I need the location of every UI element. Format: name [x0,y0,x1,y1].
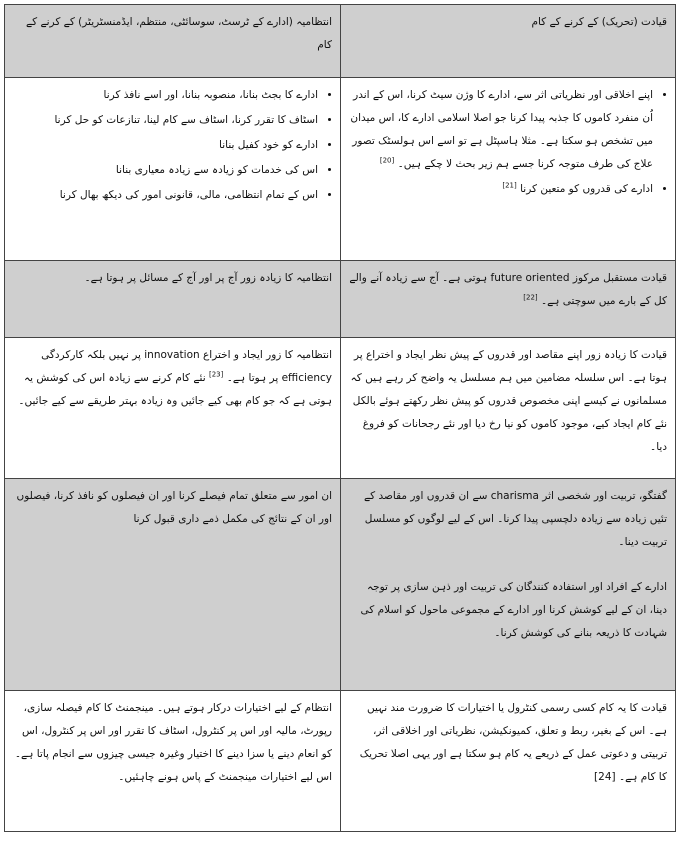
list-item [349,84,653,176]
table-row [5,261,676,338]
footnote-ref[interactable]: [23] [208,370,224,379]
table-row [5,479,676,691]
list-item: • اس کے تمام انتظامی، مالی، قانونی امور کی دیکھ بھال کرنا [13,184,318,207]
list-item: • ادارے کا بجٹ بنانا، منصوبہ بنانا، اور اسے نافذ کرنا [13,84,318,107]
leadership-paragraph: ادارے کے افراد اور استفادہ کنندگان کی تربیت اور ذہن سازی پر توجہ دینا، ان کے لیے کوشش کرنا اور ادارے کے مجموعی ماحول کو اسلام کی شہادت کا ذریعہ بنانے کی کوشش کرنا۔ [360,581,667,639]
table-row [5,78,676,261]
row2-leadership-cell [341,261,676,338]
list-item: • ادارے کو خود کفیل بنانا [13,134,318,157]
footnote-ref[interactable]: [21] [502,181,517,190]
row5-management-cell: انتظام کے لیے اختیارات درکار ہوتے ہیں۔ مینجمنٹ کا کام فیصلہ سازی، رپورٹ، مالیہ اور اس پر کنٹرول، اسٹاف کا تقرر اور اس پر کنٹرول، اس کو انعام دینے یا سزا دینے کا اختیار وغیرہ جیسی چیزوں سے انجام پاتا ہے۔ اس لیے اختیارات مینجمنٹ کے پاس ہونے چاہئیں۔ [5,691,341,832]
table-row [5,691,676,832]
row2-management-cell: انتظامیہ کا زیادہ زور آج پر اور آج کے مسائل پر ہوتا ہے۔ [5,261,341,338]
row3-management-cell [5,338,341,479]
table-row [5,338,676,479]
row4-management-cell: ان امور سے متعلق تمام فیصلے کرنا اور ان فیصلوں کو نافذ کرنا، فیصلوں اور ان کے نتائج کی مکمل ذمے داری قبول کرنا [5,479,341,691]
leadership-list [349,84,667,201]
management-text-continued: نئے کام کرنے سے زیادہ اس کی کوشش یہ ہوتی ہے کہ جو کام بھی کیے جائیں وہ زیادہ بہتر طریقے سے کیے جائیں۔ [18,372,332,407]
row4-leadership-cell [341,479,676,691]
leadership-text: قیادت مستقبل مرکوز future oriented ہوتی ہے۔ آج سے زیادہ آنے والے کل کے بارے میں سوچتی ہے۔ [349,272,667,307]
header-leadership: قیادت (تحریک) کے کرنے کے کام [341,5,676,78]
footnote-ref[interactable]: [20] [379,156,395,165]
leadership-text: قیادت کا یہ کام کسی رسمی کنٹرول یا اختیارات کا ضرورت مند نہیں ہے۔ اس کے بغیر، ربط و تعلق، کمیونکیشن، نظریاتی اور اخلاقی اثر، تربیتی و دعوتی عمل کے ذریعے یہ کام ہو سکتا ہے اور یہی اصلا تحریک کا کام ہے۔ [359,702,667,783]
management-text: انتظامیہ کا زور ایجاد و اختراع innovation پر نہیں بلکہ کارکردگی efficiency پر ہوتا ہے۔ [41,349,332,384]
row1-management-cell [5,78,341,261]
leadership-item-text: اپنے اخلاقی اور نظریاتی اثر سے، ادارے کا وژن سیٹ کرنا، اس کے اندر اُن منفرد کاموں کا جذبہ پیدا کرنا جو اصلا اسلامی ادارے کا، اس میدان میں تشخص ہو سکتا ہے۔ مثلا ہاسپٹل ہے تو اسے اس ہولسٹک تصور علاج کی طرف متوجہ کرنا جسے ہم زیر بحث لا چکے ہیں۔ [350,89,653,170]
row3-leadership-cell: قیادت کا زیادہ زور اپنے مقاصد اور قدروں کے پیش نظر ایجاد و اختراع پر ہوتا ہے۔ اس سلسلہ مضامین میں ہم مسلسل یہ واضح کر رہے ہیں کہ مسلمانوں نے کیسے اپنی مخصوص قدروں کو پیش نظر رکھتے ہوئے بالکل نئے کام ایجاد کیے، موجود کاموں کو نیا رخ دیا اور نئے رجحانات کو فروغ دیا۔ [341,338,676,479]
leadership-item-text: ادارے کی قدروں کو متعین کرنا [520,183,653,195]
footnote-ref[interactable]: [24] [594,771,616,783]
row1-leadership-cell [341,78,676,261]
header-management: انتظامیہ (ادارے کے ٹرسٹ، سوسائٹی، منتظم، ایڈمنسٹریٹر) کے کرنے کے کام [5,5,341,78]
list-item: • اسٹاف کا تقرر کرنا، اسٹاف سے کام لینا، تنازعات کو حل کرنا [13,109,318,132]
footnote-ref[interactable]: [22] [523,293,538,302]
management-list [13,84,332,207]
row5-leadership-cell [341,691,676,832]
leadership-paragraph: گفتگو، تربیت اور شخصی اثر charisma سے ان قدروں اور مقاصد کے تئیں زیادہ سے زیادہ دلچسپی پیدا کرنا۔ اس کے لیے لوگوں کو مسلسل تربیت دینا۔ [363,490,667,548]
list-item: • اس کی خدمات کو زیادہ سے زیادہ معیاری بنانا [13,159,318,182]
table-header-row [5,5,676,78]
list-item [349,178,653,201]
comparison-table [4,4,676,832]
